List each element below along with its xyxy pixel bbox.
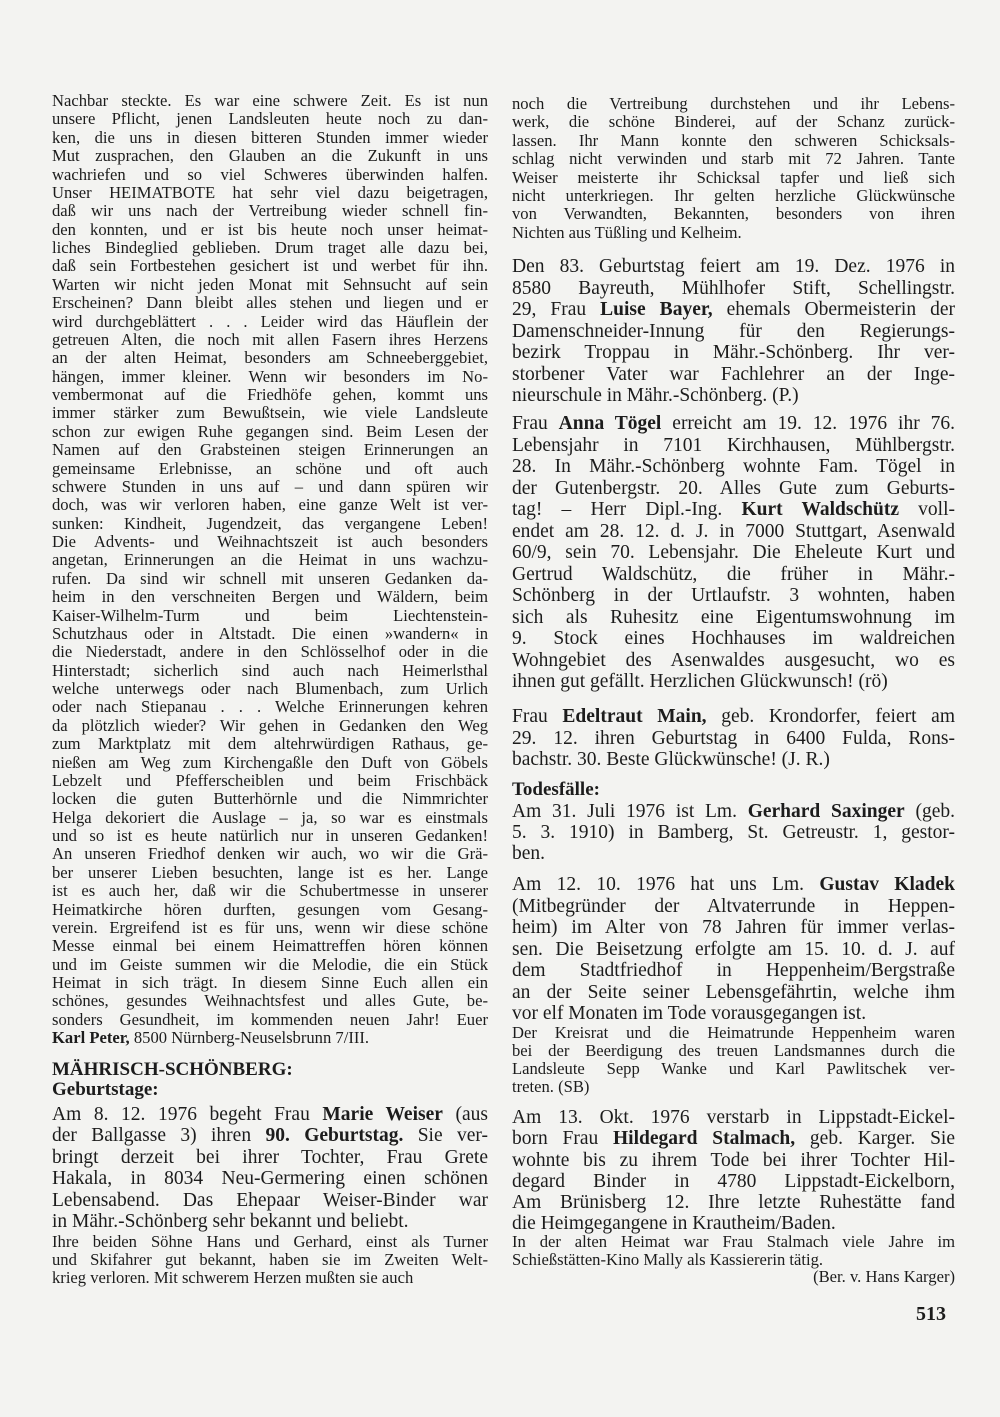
- text-line: bringt derzeit bei ihrer Tochter, Frau Grete: [52, 1146, 488, 1168]
- text-line: nießen am Weg zum Kirchengaßle den Duft von Göbels: [52, 752, 488, 772]
- text-segment: born Frau: [512, 1128, 614, 1150]
- text-segment: Am 31. Juli 1976 ist Lm.: [512, 801, 748, 822]
- death-entry-stalmach: [512, 1107, 955, 1235]
- text-line: schwere Stunden in uns auf – und dann spüren wir: [52, 476, 488, 496]
- text-line: bei der Beerdigung des treuen Landsmannes durch die: [512, 1041, 955, 1060]
- text-line: Der Kreisrat und die Heimatrunde Heppenheim waren: [512, 1023, 955, 1042]
- text-segment: erreicht am 19. 12. 1976 ihr 76.: [661, 413, 955, 434]
- death-entry-kladek: [512, 874, 955, 1025]
- text-line: Helga dekoriert die Auslage – ja, so war es einstmals: [52, 807, 488, 827]
- text-line: vembermonat auf die Friedhöfe gehen, kommt uns: [52, 385, 488, 404]
- text-line: [512, 413, 955, 435]
- text-line: und im Geiste summen wir die Melodie, die ein Stück: [52, 954, 488, 974]
- text-line: Warten wir nicht jeden Monat mit Sehnsucht auf sein: [52, 274, 488, 294]
- text-line: in Mähr.-Schönberg sehr bekannt und beliebt.: [52, 1211, 409, 1233]
- text-line: unsere Pflicht, jenen Landsleuten heute noch zu dan-: [52, 109, 488, 129]
- text-line: daß sein Fortbestehen gesichert ist und werbet für ihn.: [52, 256, 488, 276]
- text-line: dem Stadtfriedhof in Heppenheim/Bergstraße: [512, 960, 955, 981]
- birthday-entry-bayer: [512, 256, 955, 407]
- text-line: getreuen Alten, die noch mit allen Fasern ihres Herzens: [52, 329, 488, 349]
- text-line: Kaiser-Wilhelm-Turm und beim Liechtenstein-: [52, 605, 488, 625]
- text-line: ihnen gut gefällt. Herzlichen Glückwunsch! (rö): [512, 671, 888, 692]
- text-line: vor elf Monaten im Tode vorausgegangen ist.: [512, 1003, 867, 1024]
- text-line: 9. Stock eines Hochhauses im waldreichen: [512, 628, 955, 649]
- text-segment: voll-: [898, 499, 955, 520]
- text-line: Damenschneider-Innung für den Regierungs-: [512, 320, 955, 342]
- text-line: 29. 12. ihren Geburtstag in 6400 Fulda, Rons-: [512, 727, 955, 749]
- text-line: nieurschule in Mähr.-Schönberg. (P.): [512, 385, 799, 406]
- text-line: (Mitbegründer der Altvaterrunde in Heppen-: [512, 895, 955, 917]
- text-line: 28. In Mähr.-Schönberg wohnte Fam. Tögel in: [512, 456, 955, 477]
- text-line: angetan, Erinnerungen an die Heimat in uns wachzu-: [52, 550, 488, 570]
- text-segment: Sie ver-: [403, 1125, 488, 1147]
- text-line: schon zur ewigen Ruhe gegangen sind. Beim Lesen der: [52, 421, 488, 441]
- text-line: bezirk Troppau in Mähr.-Schönberg. Ihr ver-: [512, 342, 955, 363]
- text-segment: (geb.: [904, 801, 955, 822]
- text-segment: geb. Karger. Sie: [795, 1128, 955, 1150]
- death-entry-saxinger: [512, 801, 955, 864]
- text-segment: ehemals Obermeisterin der: [712, 299, 955, 320]
- text-line: verein. Ergreifend ist es für uns, wenn wir diese schöne: [52, 917, 488, 937]
- deaths-heading: [512, 780, 955, 800]
- birthday-entry-toegel-waldschuetz: [512, 413, 955, 693]
- text-line: wohnte bis zu ihrem Tode bei ihrer Tochter Hil-: [512, 1149, 955, 1171]
- text-line: oder nach Stiepanau . . . Welche Erinnerungen kehren: [52, 697, 488, 717]
- text-line: Schutzhaus oder in Altstadt. Die einen »wandern« in: [52, 623, 488, 643]
- text-line: [52, 1104, 488, 1125]
- section-heading: [52, 1060, 488, 1100]
- text-line: schönes, gesundes Weihnachtsfest und alles Gute, be-: [52, 991, 488, 1011]
- text-line: schlag nicht verwinden und starb mit 72 Jahren. Tante: [512, 149, 955, 169]
- text-line: von Verwandten, Bekannten, besonders von ihren: [512, 204, 955, 224]
- bold-name: Gustav Kladek: [819, 874, 955, 895]
- text-line: [512, 874, 955, 896]
- text-line: Am 13. Okt. 1976 verstarb in Lippstadt-Eickel-: [512, 1107, 955, 1128]
- text-line: Erscheinen? Dann bleibt alles stehen und liegen und er: [52, 293, 488, 313]
- text-line: heim in den verschneiten Bergen und Wäldern, beim: [52, 587, 488, 607]
- text-line: Unser HEIMATBOTE hat sehr viel dazu beigetragen,: [52, 182, 488, 202]
- text-line: ken, die uns in diesen bitteren Stunden immer wieder: [52, 127, 488, 147]
- text-line: Messe einmal bei einem Heimattreffen hören können: [52, 936, 488, 956]
- bold-name: Luise Bayer,: [600, 299, 713, 320]
- text-line: die Heimgegangene in Krautheim/Baden.: [512, 1213, 836, 1235]
- birthday-entry-weiser-note: [52, 1233, 488, 1287]
- text-line: heim) im Alter von 78 Jahren für immer verlas-: [512, 917, 955, 938]
- text-line: rufen. Da sind wir schnell mit unseren Gedanken da-: [52, 568, 488, 588]
- bold-name: Karl Peter,: [52, 1028, 130, 1048]
- text-line: Lebensabend. Das Ehepaar Weiser-Binder war: [52, 1189, 488, 1211]
- text-line: ist es auch her, daß wir die Schubertmesse in unserer: [52, 881, 488, 901]
- text-line: Heimatkirche hören durften, gesungen vom Gesang-: [52, 899, 488, 919]
- text-line: Wohngebiet des Asenwaldes ausgesucht, wo es: [512, 649, 955, 671]
- bold-name: Marie Weiser: [322, 1104, 443, 1125]
- text-line: Schießstätten-Kino Mally als Kassiererin tätig.: [512, 1250, 824, 1269]
- text-line: Heimat in sich trägt. In diesem Sinne Euch allen ein: [52, 973, 488, 992]
- text-line: daß wir uns nach der Vertreibung wieder schnell fin-: [52, 201, 488, 221]
- text-line: werk, die schöne Binderei, auf der Schanz zurück-: [512, 112, 955, 132]
- text-line: Die Advents- und Weihnachtszeit ist auch besonders: [52, 532, 488, 551]
- text-segment: tag! – Herr Dipl.-Ing.: [512, 499, 742, 520]
- text-line: [512, 801, 955, 822]
- text-line: 8580 Bayreuth, Mühlhofer Stift, Schellingstr.: [512, 277, 955, 299]
- text-line: [512, 299, 955, 321]
- text-segment: der Ballgasse 3) ihren: [52, 1125, 266, 1147]
- text-segment: Frau: [512, 413, 559, 434]
- text-segment: 29, Frau: [512, 299, 601, 320]
- text-line: hängen, immer kleiner. Wenn wir besonders im No-: [52, 366, 488, 386]
- text-line: Lebzelt und Pfefferscheiblen und beim Frischbäck: [52, 770, 488, 790]
- text-line: an der Seite seiner Lebensgefährtin, welche ihm: [512, 981, 955, 1003]
- text-line: noch die Vertreibung durchstehen und ihr Lebens-: [512, 94, 955, 113]
- text-line: Namen auf den Grabsteinen steigen Erinnerungen an: [52, 440, 488, 460]
- text-line: Weiser meisterte ihr Schicksal tapfer und ließ sich: [512, 167, 955, 187]
- bold-name: Anna Tögel: [558, 413, 662, 434]
- text-line: Schönberg in der Urtlaufstr. 3 wohnten, haben: [512, 585, 955, 606]
- text-line: und so ist es heute natürlich nur in unseren Gedanken!: [52, 826, 488, 845]
- text-line: krieg verloren. Mit schwerem Herzen mußten sie auch: [52, 1268, 414, 1287]
- text-line: MÄHRISCH-SCHÖNBERG:: [52, 1059, 293, 1080]
- text-line: storbener Vater war Fachlehrer an der Inge-: [512, 363, 955, 385]
- text-line: Todesfälle:: [512, 779, 600, 800]
- text-line: die Niederstadt, andere in den Schlösselhof oder in die: [52, 642, 488, 662]
- birthday-entry-weiser-continued: [512, 95, 955, 242]
- text-line: ber unserer Lieben besuchten, lange ist es her. Lange: [52, 862, 488, 882]
- text-line: Nichten aus Tüßling und Kelheim.: [512, 222, 742, 242]
- author-credit: [512, 1268, 955, 1286]
- text-segment: (aus: [442, 1104, 488, 1125]
- text-line: Gertrud Waldschütz, die früher in Mähr.-: [512, 563, 955, 585]
- text-segment: 8500 Nürnberg-Neuselsbrunn 7/III.: [129, 1028, 370, 1048]
- bold-name: Edeltraut Main,: [562, 706, 707, 727]
- text-line: Mut zusprachen, den Glauben an die Zukunft in uns: [52, 146, 488, 166]
- bold-name: Hildegard Stalmach,: [613, 1128, 796, 1150]
- page-number: 513: [916, 1303, 946, 1325]
- text-line: Nachbar steckte. Es war eine schwere Zeit. Es ist nun: [52, 91, 488, 110]
- bold-name: Gerhard Saxinger: [747, 801, 905, 822]
- death-entry-stalmach-note: [512, 1233, 955, 1269]
- text-line: [52, 1029, 488, 1047]
- text-line: (Ber. v. Hans Karger): [813, 1267, 955, 1286]
- text-line: immer stärker zum Bewußtsein, wie viele Landsleute: [52, 403, 488, 423]
- birthday-entry-main: [512, 706, 955, 771]
- text-line: ben.: [512, 843, 546, 864]
- text-line: wachriefen und so viel Schweres überwinden halfen.: [52, 164, 488, 184]
- text-line: An unseren Friedhof denken wir auch, wo wir die Grä-: [52, 844, 488, 864]
- text-line: Landsleute Sepp Wanke und Karl Pawlitschek ver-: [512, 1059, 955, 1078]
- text-line: Geburtstage:: [52, 1079, 159, 1100]
- text-line: sonders Gesundheit, im kommenden neuen Jahr! Euer: [52, 1009, 488, 1029]
- text-line: Lebensjahr in 7101 Kirchhausen, Mühlbergstr.: [512, 434, 955, 456]
- text-line: gemeinsame Erlebnisse, an schöne und oft auch: [52, 458, 488, 478]
- text-line: wird durchgeblättert . . . Leider wird das Häuflein der: [52, 311, 488, 331]
- text-line: locken die guten Butterhörnle und die Nimmrichter: [52, 789, 488, 809]
- bold-name: Kurt Waldschütz: [741, 499, 899, 520]
- text-segment: geb. Krondorfer, feiert am: [706, 706, 955, 727]
- text-line: liches Bindeglied geblieben. Drum traget alle dazu bei,: [52, 238, 488, 257]
- text-line: nicht unterkriegen. Ihr gelten herzliche Glückwünsche: [512, 186, 955, 206]
- text-line: endet am 28. 12. d. J. in 7000 Stuttgart, Asenwald: [512, 520, 955, 542]
- text-line: Den 83. Geburtstag feiert am 19. Dez. 1976 in: [512, 256, 955, 277]
- death-entry-kladek-note: [512, 1024, 955, 1096]
- text-line: degard Binder in 4780 Lippstadt-Eickelborn,: [512, 1170, 955, 1192]
- text-line: [52, 1125, 488, 1146]
- birthday-entry-weiser: [52, 1104, 488, 1232]
- text-line: den konnten, und er ist bis heute noch unser heimat-: [52, 219, 488, 239]
- text-line: Am Brünisberg 12. Ihre letzte Ruhestätte fand: [512, 1192, 955, 1214]
- text-line: bachstr. 30. Beste Glückwünsche! (J. R.): [512, 749, 830, 770]
- text-line: sen. Die Beisetzung erfolgte am 15. 10. d. J. auf: [512, 938, 955, 960]
- text-line: der Gutenbergstr. 20. Alles Gute zum Geburts-: [512, 477, 955, 499]
- text-line: doch, was wir verloren haben, eine ganze Welt ist ver-: [52, 495, 488, 515]
- text-line: lassen. Ihr Mann konnte den schweren Schicksals-: [512, 130, 955, 150]
- text-segment: Am 12. 10. 1976 hat uns Lm.: [512, 874, 820, 895]
- text-line: Ihre beiden Söhne Hans und Gerhard, einst als Turner: [52, 1232, 488, 1251]
- text-line: treten. (SB): [512, 1077, 590, 1096]
- text-line: Hinterstadt; sicherlich sind auch nach Heimerlsthal: [52, 660, 488, 680]
- text-line: sunken: Kindheit, Jugendzeit, das vergangene Leben!: [52, 513, 488, 533]
- text-segment: Frau: [512, 706, 563, 727]
- text-line: In der alten Heimat war Frau Stalmach viele Jahre im: [512, 1232, 955, 1251]
- text-line: [512, 499, 955, 521]
- text-line: welche unterwegs oder nach Blumenbach, zum Urlich: [52, 679, 488, 698]
- text-line: und Skifahrer gut bekannt, haben sie im Zweiten Welt-: [52, 1250, 488, 1269]
- text-line: Hakala, in 8034 Neu-Germering einen schönen: [52, 1168, 488, 1190]
- text-line: 60/9, sein 70. Lebensjahr. Die Eheleute Kurt und: [512, 542, 955, 563]
- text-line: da plötzlich wieder? Wir gehen in Gedanken den Weg: [52, 715, 488, 735]
- text-line: 5. 3. 1910) in Bamberg, St. Getreustr. 1, gestor-: [512, 822, 955, 843]
- text-line: [512, 1128, 955, 1149]
- text-line: an der alten Heimat, besonders am Schneeberggebiet,: [52, 348, 488, 368]
- text-segment: Am 8. 12. 1976 begeht Frau: [52, 1104, 323, 1125]
- bold-name: 90. Geburtstag.: [265, 1125, 404, 1147]
- text-line: sich als Ruhesitz eine Eigentumswohnung im: [512, 606, 955, 628]
- article-continuation-paragraph: [52, 92, 488, 1048]
- text-line: [512, 706, 955, 728]
- text-line: zum Marktplatz mit dem altehrwürdigen Rathaus, ge-: [52, 734, 488, 754]
